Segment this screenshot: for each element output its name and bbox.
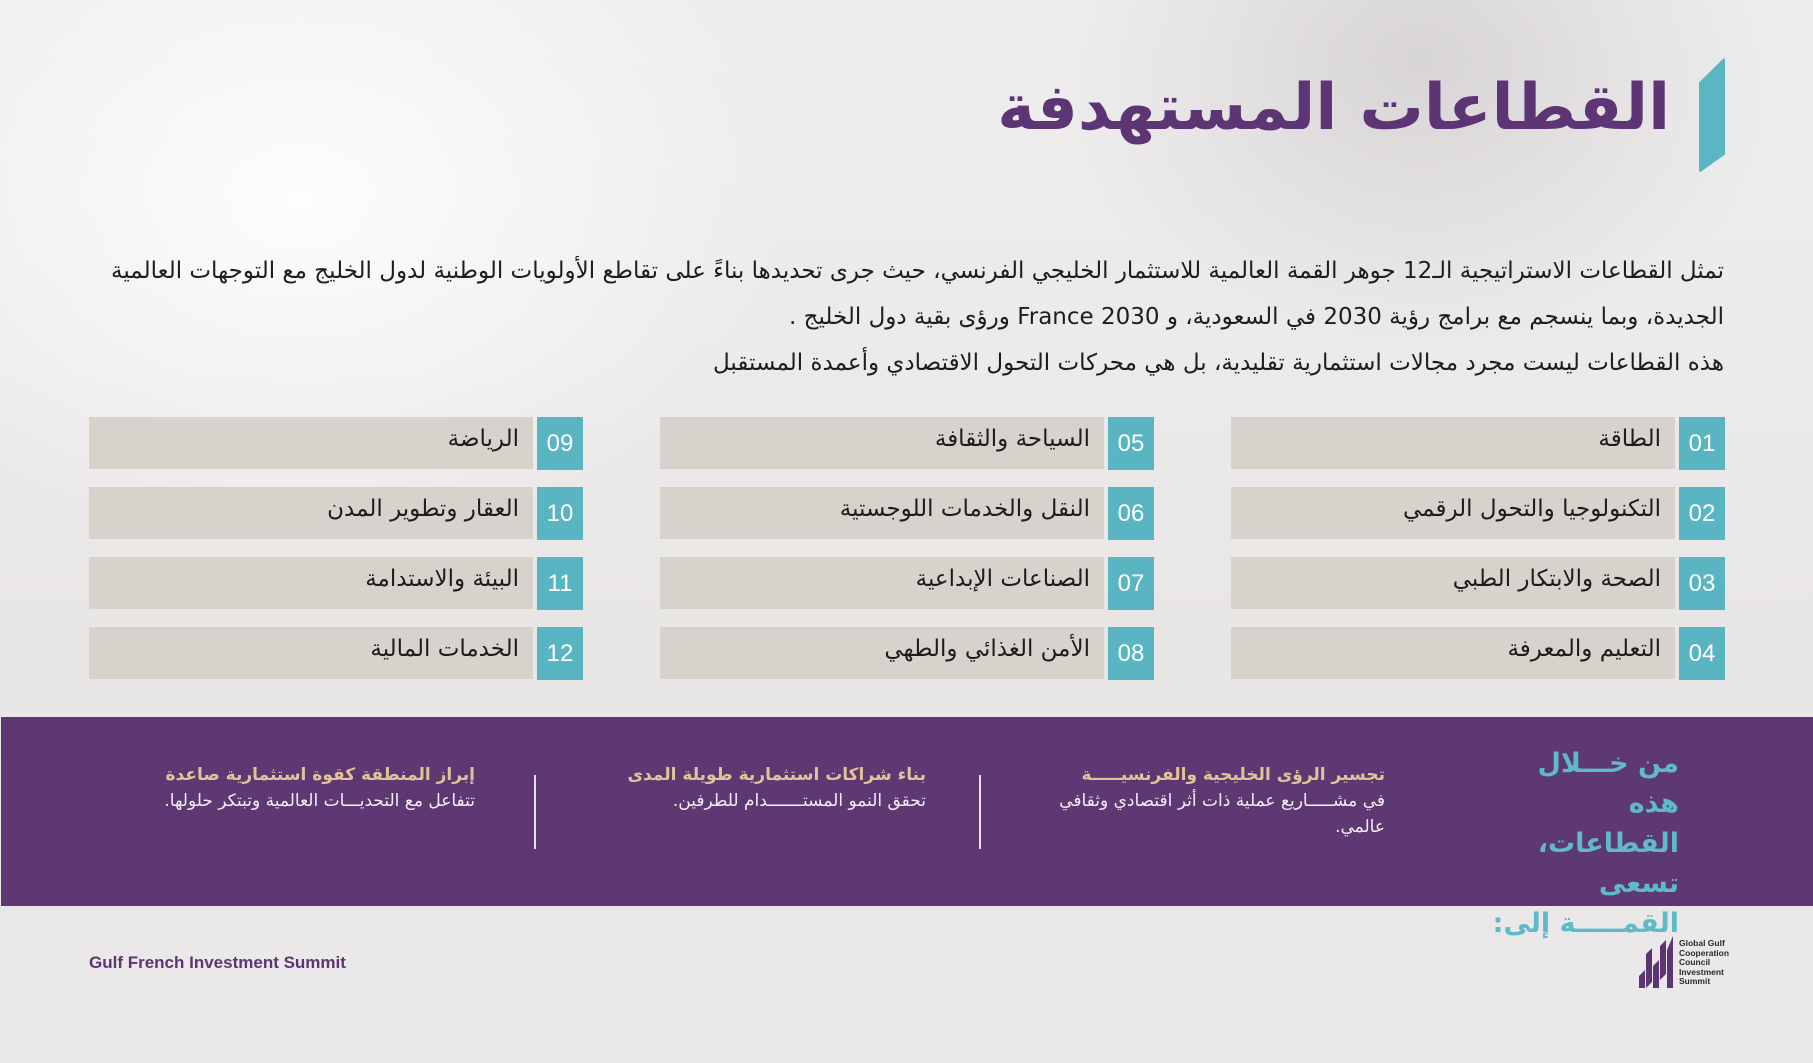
goal-divider — [534, 775, 536, 849]
sector-item-12 — [89, 627, 583, 680]
sector-label: النقل والخدمات اللوجستية — [660, 487, 1104, 539]
sector-number: 02 — [1679, 487, 1725, 540]
sector-number: 10 — [537, 487, 583, 540]
goals-heading-line: من خـــلال هذه — [1537, 748, 1679, 819]
goals-heading-line: القمـــــة إلى: — [1492, 908, 1679, 939]
logo-text-line: Cooperation — [1679, 947, 1730, 958]
sector-item-09 — [89, 417, 583, 470]
goals-heading-line: القطاعات، تسعى — [1537, 828, 1679, 899]
sector-label: الطاقة — [1231, 417, 1675, 469]
logo-text-line: Council — [1679, 957, 1711, 968]
goal-title: بناء شراكات استثمارية طويلة المدى — [627, 765, 926, 785]
sector-item-02 — [1231, 487, 1725, 540]
sector-number: 09 — [537, 417, 583, 470]
sector-number: 04 — [1679, 627, 1725, 680]
gcc-summit-logo-icon — [1639, 936, 1675, 988]
goal-item-3 — [135, 762, 475, 814]
sector-label: العقار وتطوير المدن — [89, 487, 533, 539]
sector-item-10 — [89, 487, 583, 540]
sector-number: 08 — [1108, 627, 1154, 680]
sector-number: 11 — [537, 557, 583, 610]
intro-line-2: الجديدة، وبما ينسجم مع برامج رؤية 2030 في السعودية، و France 2030 ورؤى بقية دول الخليج . — [788, 304, 1724, 330]
goal-desc: تتفاعل مع التحديـــات العالمية وتبتكر حلولها. — [164, 791, 475, 811]
sector-number: 07 — [1108, 557, 1154, 610]
footer-brand: Gulf French Investment Summit — [89, 953, 346, 972]
sector-label: السياحة والثقافة — [660, 417, 1104, 469]
intro-paragraph — [84, 248, 1724, 386]
goal-divider — [979, 775, 981, 849]
sector-number: 06 — [1108, 487, 1154, 540]
goal-title: إبراز المنطقة كقوة استثمارية صاعدة — [165, 765, 475, 785]
sector-label: البيئة والاستدامة — [89, 557, 533, 609]
sector-label: الخدمات المالية — [89, 627, 533, 679]
sector-label: التكنولوجيا والتحول الرقمي — [1231, 487, 1675, 539]
sector-item-05 — [660, 417, 1154, 470]
sector-item-03 — [1231, 557, 1725, 610]
sector-item-11 — [89, 557, 583, 610]
logo-text — [1679, 939, 1729, 987]
sector-number: 01 — [1679, 417, 1725, 470]
logo-text-line: Investment — [1679, 966, 1724, 977]
goal-desc: تحقق النمو المستـــــــدام للطرفين. — [672, 791, 926, 811]
sector-label: الصحة والابتكار الطبي — [1231, 557, 1675, 609]
goal-item-1 — [1025, 762, 1385, 840]
sector-item-04 — [1231, 627, 1725, 680]
logo-text-line: Global Gulf — [1679, 938, 1725, 948]
sector-item-01 — [1231, 417, 1725, 470]
goal-desc: في مشـــــاريع عملية ذات أثر اقتصادي وثقافي — [1059, 791, 1385, 811]
intro-line-1: تمثل القطاعات الاستراتيجية الـ12 جوهر القمة العالمية للاستثمار الخليجي الفرنسي، حيث جرى تحديدها بناءً على تقاطع الأولويات الوطنية لدول الخليج مع التوجهات العالمية — [111, 258, 1724, 284]
goals-heading — [1479, 744, 1679, 944]
sector-label: الرياضة — [89, 417, 533, 469]
sector-number: 05 — [1108, 417, 1154, 470]
sector-label: الأمن الغذائي والطهي — [660, 627, 1104, 679]
goal-title: تجسير الرؤى الخليجية والفرنسيـــــة — [1081, 765, 1385, 785]
sector-item-06 — [660, 487, 1154, 540]
sector-item-07 — [660, 557, 1154, 610]
logo-text-line: Summit — [1679, 976, 1711, 987]
goal-desc: عالمي. — [1335, 817, 1385, 837]
sector-label: الصناعات الإبداعية — [660, 557, 1104, 609]
sector-label: التعليم والمعرفة — [1231, 627, 1675, 679]
sector-number: 12 — [537, 627, 583, 680]
sector-number: 03 — [1679, 557, 1725, 610]
intro-line-3: هذه القطاعات ليست مجرد مجالات استثمارية تقليدية، بل هي محركات التحول الاقتصادي وأعمدة المستقبل — [713, 350, 1724, 376]
page-title: القطاعات المستهدفة — [997, 71, 1670, 145]
goal-item-2 — [596, 762, 926, 814]
sector-item-08 — [660, 627, 1154, 680]
title-accent-bar — [1699, 57, 1725, 173]
